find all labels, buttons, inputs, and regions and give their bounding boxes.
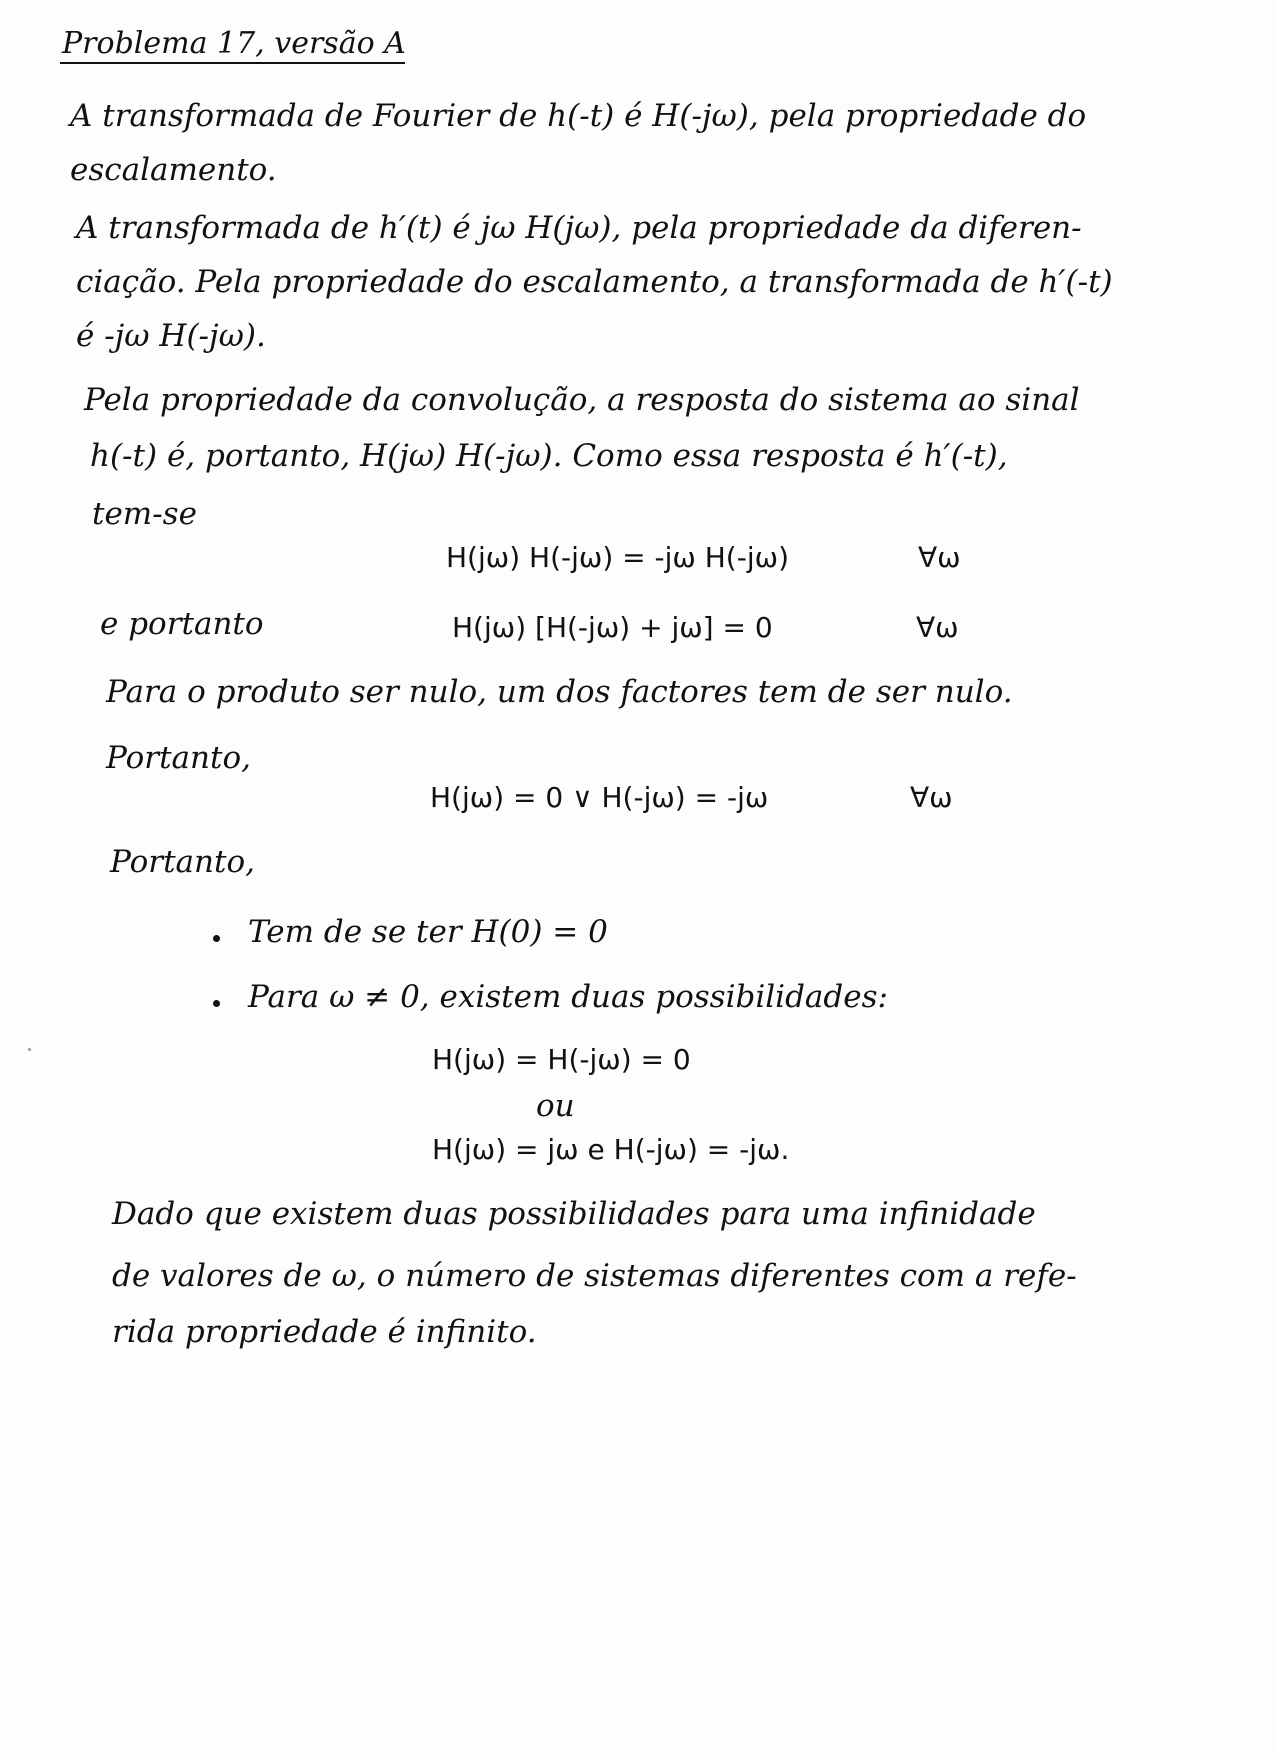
bullet-item: Tem de se ter H(0) = 0 xyxy=(248,914,608,950)
equation2-quantifier: ∀ω xyxy=(916,611,959,644)
paragraph4-line2: Portanto, xyxy=(106,740,251,776)
conclusion-line3: rida propriedade é infinito. xyxy=(112,1314,537,1350)
paragraph3-line2: h(-t) é, portanto, H(jω) H(-jω). Como essa resposta é h′(-t), xyxy=(90,438,1008,474)
scan-speck xyxy=(28,1048,31,1051)
paragraph2-line2: ciação. Pela propriedade do escalamento, a transformada de h′(-t) xyxy=(76,264,1113,300)
paragraph2-line3: é -jω H(-jω). xyxy=(76,318,266,354)
equation1-quantifier: ∀ω xyxy=(918,541,961,574)
equation3: H(jω) = 0 ∨ H(-jω) = -jω xyxy=(430,781,769,814)
conclusion-line2: de valores de ω, o número de sistemas diferentes com a refe- xyxy=(112,1258,1077,1294)
or-word: ou xyxy=(536,1088,575,1124)
equation1: H(jω) H(-jω) = -jω H(-jω) xyxy=(446,541,789,574)
equation2: H(jω) [H(-jω) + jω] = 0 xyxy=(452,611,773,644)
paragraph2-line1: A transformada de h′(t) é jω H(jω), pela propriedade da diferen- xyxy=(76,210,1082,246)
portanto-heading: Portanto, xyxy=(110,844,255,880)
case2-equation: H(jω) = jω e H(-jω) = -jω. xyxy=(432,1133,790,1166)
paragraph3-line1: Pela propriedade da convolução, a resposta do sistema ao sinal xyxy=(84,382,1080,418)
bullet-dot xyxy=(213,1000,220,1007)
paragraph3-line3: tem-se xyxy=(92,496,197,532)
equation2-prefix: e portanto xyxy=(100,606,264,642)
conclusion-line1: Dado que existem duas possibilidades para uma infinidade xyxy=(112,1196,1036,1232)
case1-equation: H(jω) = H(-jω) = 0 xyxy=(432,1043,691,1076)
page-title: Problema 17, versão A xyxy=(62,26,406,61)
paragraph4-line1: Para o produto ser nulo, um dos factores tem de ser nulo. xyxy=(106,674,1013,710)
equation3-quantifier: ∀ω xyxy=(910,781,953,814)
bullet-dot xyxy=(213,935,220,942)
title-underline xyxy=(60,62,405,64)
bullet-item: Para ω ≠ 0, existem duas possibilidades: xyxy=(248,979,888,1015)
paragraph1-line2: escalamento. xyxy=(70,152,277,188)
paragraph1-line1: A transformada de Fourier de h(-t) é H(-jω), pela propriedade do xyxy=(70,98,1087,134)
